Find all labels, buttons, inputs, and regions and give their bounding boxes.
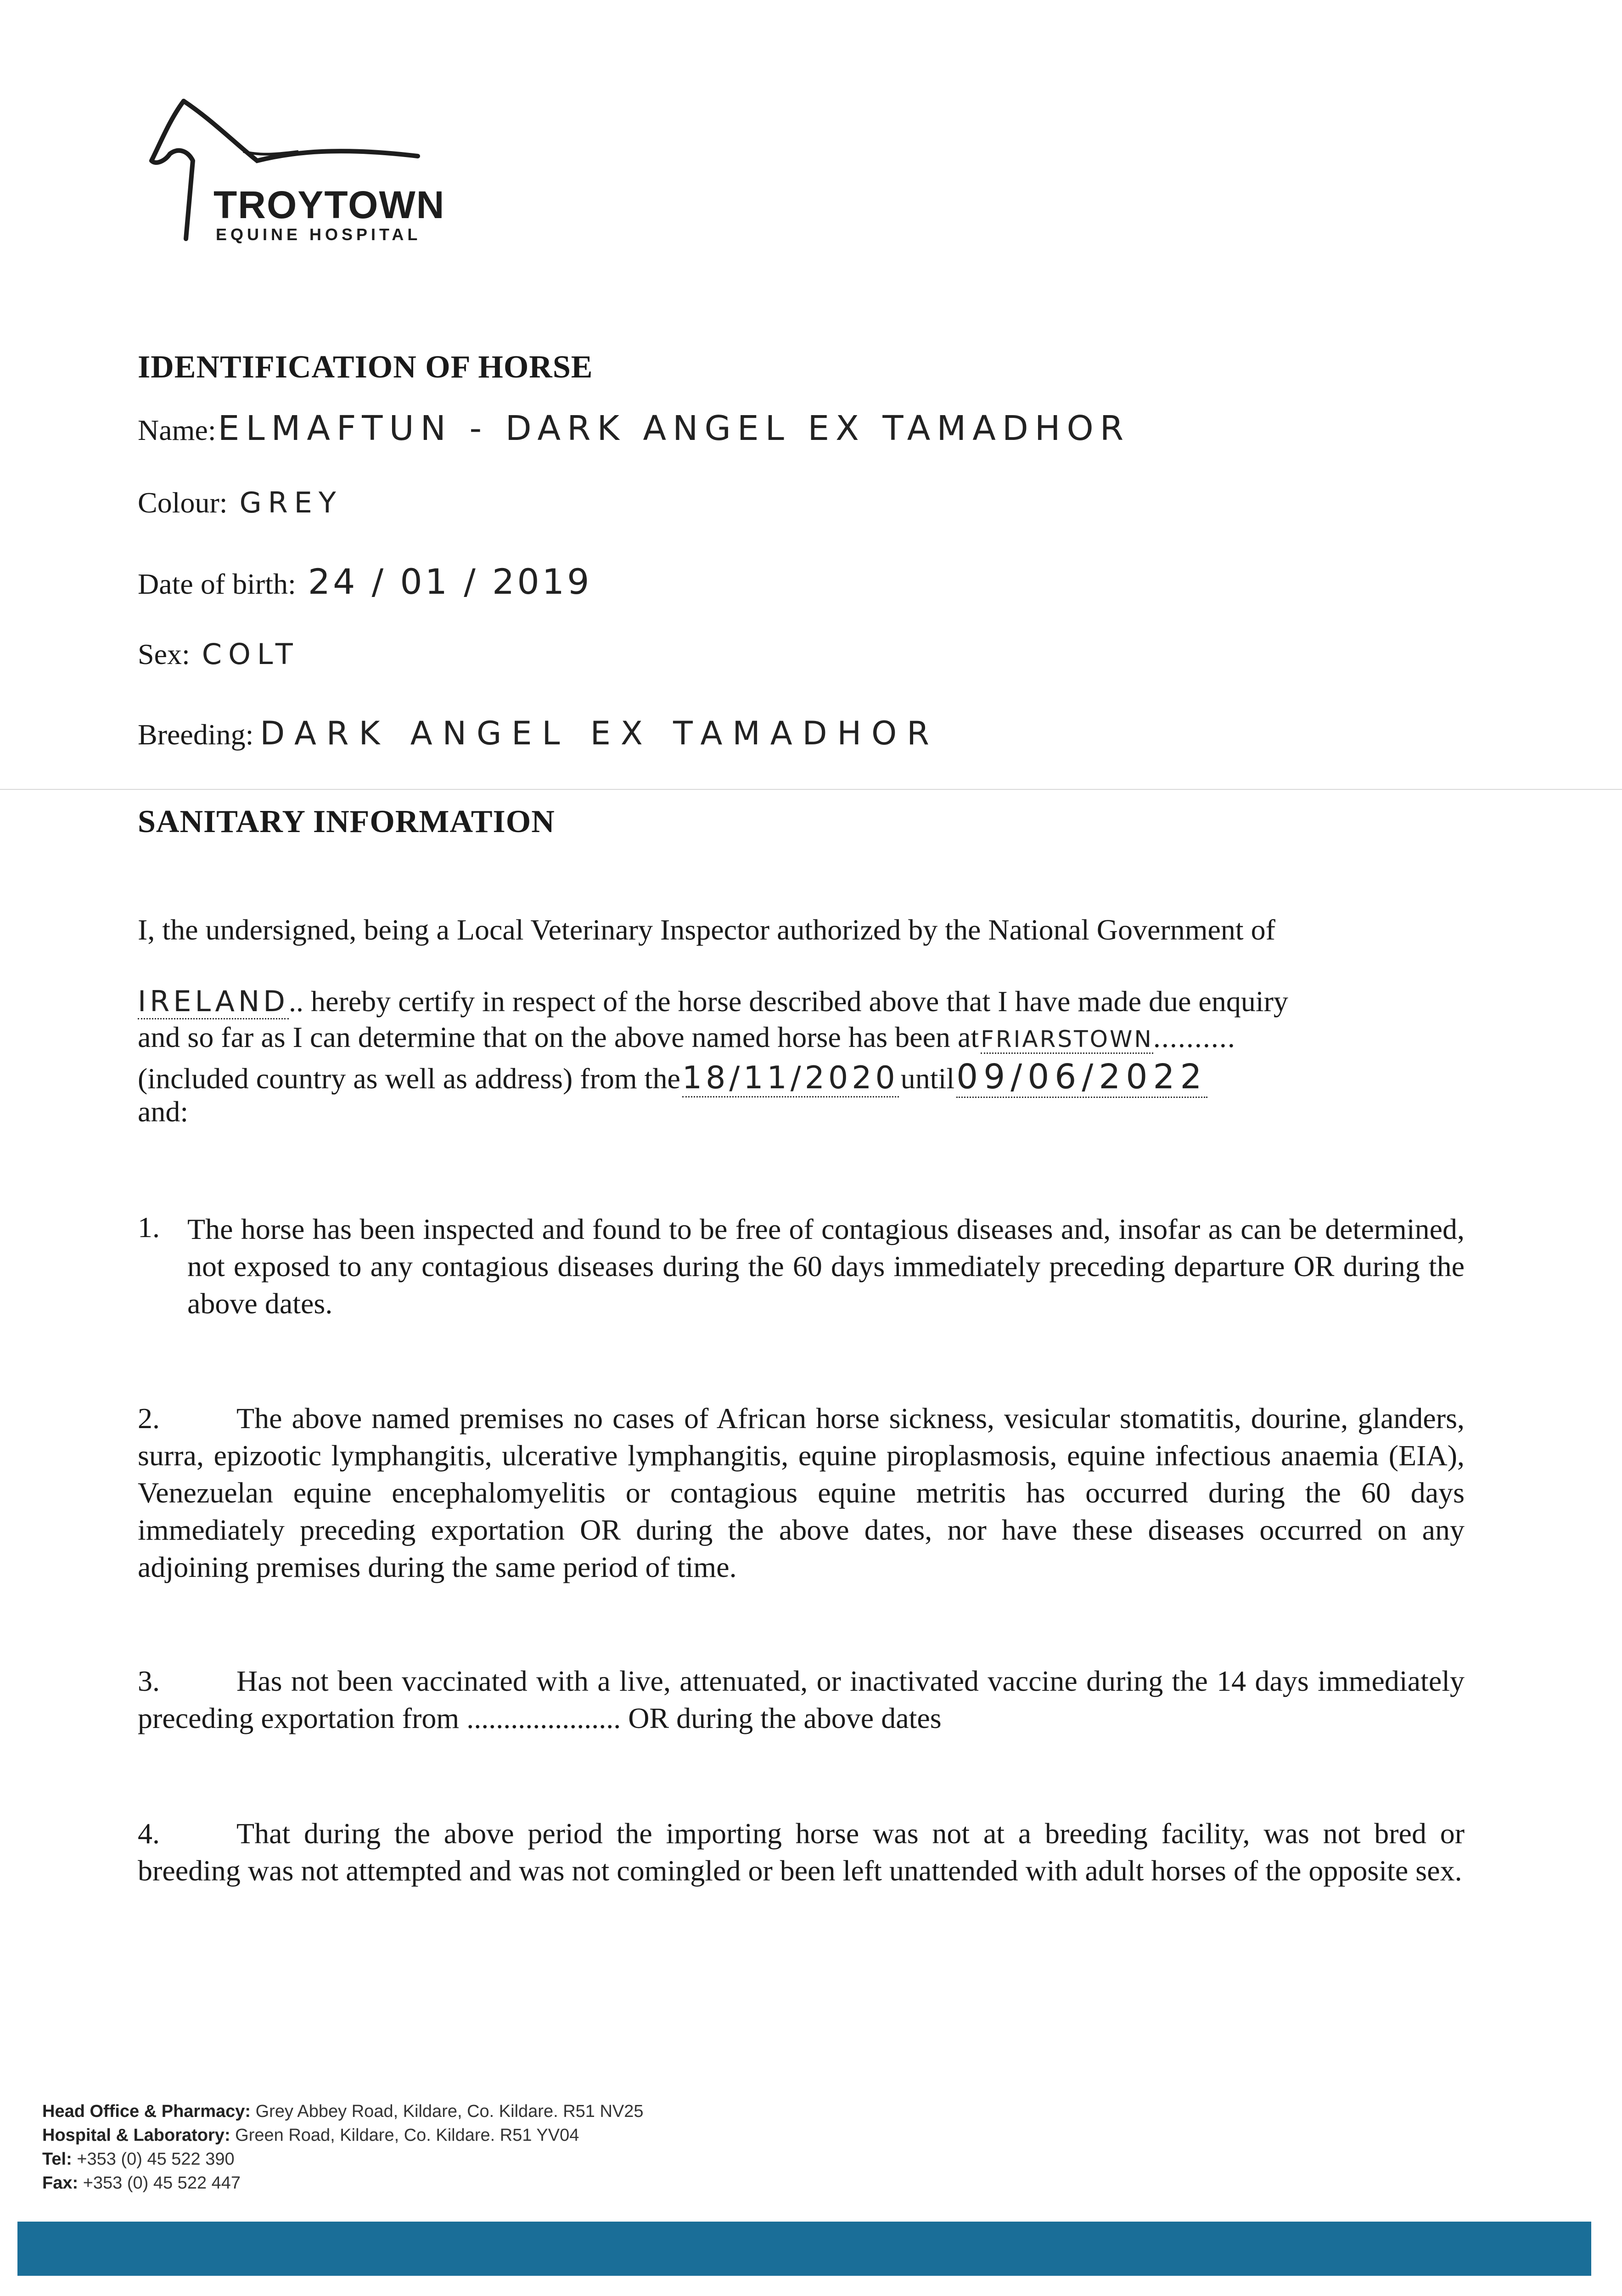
- list-item: [138, 1815, 1465, 1889]
- and-line: and:: [138, 1095, 189, 1128]
- tel-line: [42, 2147, 644, 2171]
- scan-line: [0, 789, 1622, 790]
- dob-value: 24 / 01 / 2019: [308, 561, 592, 602]
- name-field: [138, 409, 1130, 448]
- head-office-label: Head Office & Pharmacy:: [42, 2102, 251, 2121]
- item-number: 1.: [138, 1211, 160, 1244]
- item-number: 2.: [138, 1402, 160, 1435]
- logo-subtitle: EQUINE HOSPITAL: [216, 225, 421, 244]
- colour-label: Colour:: [138, 486, 228, 519]
- name-label: Name:: [138, 414, 216, 446]
- colour-value: GREY: [239, 486, 342, 519]
- sex-value: COLT: [202, 637, 299, 671]
- item-text: That during the above period the importing horse was not at a breeding facility, was not bred or breeding was not attempted and was not comingled or been left unattended with adult horses of the opposite sex.: [138, 1817, 1465, 1887]
- item-number: 4.: [138, 1817, 160, 1850]
- premises-value: FRIARSTOWN: [981, 1026, 1153, 1054]
- certify-text: .. hereby certify in respect of the horse described above that I have made due enquiry: [289, 985, 1288, 1018]
- dates-text: (included country as well as address) from the: [138, 1062, 680, 1095]
- item-number: 3.: [138, 1665, 160, 1697]
- premises-dots: ..........: [1153, 1021, 1236, 1053]
- hospital-line: [42, 2123, 644, 2147]
- fax-line: [42, 2171, 644, 2195]
- list-item: [138, 1210, 1465, 1322]
- footer-contact: [42, 2099, 644, 2195]
- dob-label: Date of birth:: [138, 568, 296, 600]
- item-text: The horse has been inspected and found to be free of contagious diseases and, insofar as can be determined, not exposed to any contagious diseases during the 60 days immediately preceding departure OR during the above dates.: [187, 1213, 1465, 1320]
- identification-heading: IDENTIFICATION OF HORSE: [138, 349, 593, 385]
- hospital-label: Hospital & Laboratory:: [42, 2126, 230, 2145]
- certify-line: [138, 985, 1288, 1019]
- item-text: The above named premises no cases of African horse sickness, vesicular stomatitis, dourine, glanders, surra, epizootic lymphangitis, ulcerative lymphangitis, equine piroplasmosis, equine infectious anaemia (EIA), Venezuelan equine encephalomyelitis or contagious equine metritis has occurred during the 60 days immediately preceding exportation OR during the above dates, nor have these diseases occurred on any adjoining premises during the same period of time.: [138, 1402, 1465, 1583]
- logo-name: TROYTOWN: [213, 183, 445, 226]
- until-label: until: [900, 1062, 955, 1095]
- from-date: 18/11/2020: [682, 1060, 899, 1097]
- dates-line: [138, 1057, 1207, 1097]
- intro-line: I, the undersigned, being a Local Veterinary Inspector authorized by the National Government of: [138, 913, 1275, 946]
- tel-number: +353 (0) 45 522 390: [77, 2150, 235, 2169]
- logo: [142, 92, 455, 248]
- until-date: 09/06/2022: [956, 1057, 1207, 1098]
- name-value: ELMAFTUN - DARK ANGEL EX TAMADHOR: [218, 409, 1130, 448]
- list-item: [138, 1662, 1465, 1737]
- country-value: IRELAND: [138, 985, 289, 1019]
- premises-text: and so far as I can determine that on the above named horse has been at: [138, 1021, 979, 1053]
- sex-label: Sex:: [138, 638, 190, 670]
- breeding-value: DARK ANGEL EX TAMADHOR: [260, 715, 939, 752]
- footer-bar: [17, 2222, 1591, 2276]
- head-office-address: Grey Abbey Road, Kildare, Co. Kildare. R51 NV25: [255, 2102, 644, 2121]
- breeding-field: [138, 715, 939, 752]
- colour-field: [138, 486, 342, 520]
- head-office-line: [42, 2099, 644, 2123]
- tel-label: Tel:: [42, 2150, 72, 2169]
- dob-field: [138, 561, 592, 602]
- fax-number: +353 (0) 45 522 447: [83, 2173, 241, 2193]
- item-text: Has not been vaccinated with a live, attenuated, or inactivated vaccine during the 14 days immediately preceding exportation from ..................... OR during the above dates: [138, 1665, 1465, 1734]
- list-item: [138, 1400, 1465, 1586]
- sex-field: [138, 637, 299, 671]
- hospital-address: Green Road, Kildare, Co. Kildare. R51 YV04: [235, 2126, 579, 2145]
- sanitary-heading: SANITARY INFORMATION: [138, 804, 555, 839]
- fax-label: Fax:: [42, 2173, 79, 2193]
- premises-line: [138, 1020, 1236, 1054]
- breeding-label: Breeding:: [138, 718, 254, 751]
